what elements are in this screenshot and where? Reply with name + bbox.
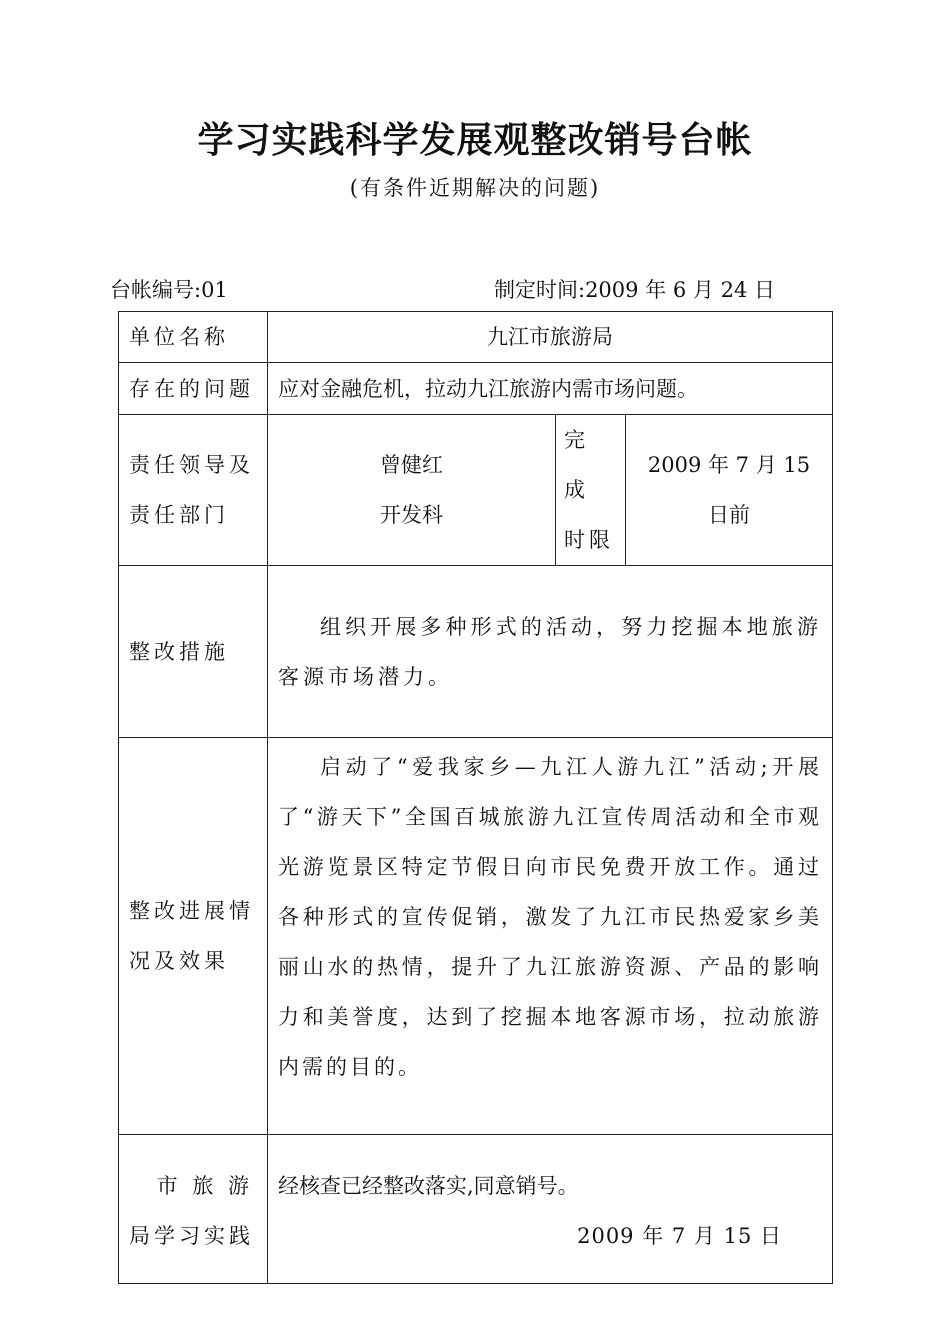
deadline-value (626, 415, 833, 566)
problem-value: 应对金融危机，拉动九江旅游内需市场问题。 (268, 363, 833, 415)
leader-value (268, 415, 556, 566)
deadline-label-line-1: 完 成 (564, 428, 589, 502)
approval-label-line-1: 市 旅 游 (156, 1174, 253, 1198)
measures-value: 组织开展多种形式的活动，努力挖掘本地旅游客源市场潜力。 (268, 566, 833, 738)
measures-label: 整改措施 (119, 566, 268, 738)
created-date: 制定时间:2009 年 6 月 24 日 (494, 278, 775, 302)
approval-text: 经核查已经整改落实,同意销号。 (278, 1174, 579, 1198)
progress-label: 整改进展情况及效果 (119, 738, 268, 1135)
progress-value: 启动了“爱我家乡—九江人游九江”活动;开展了“游天下”全国百城旅游九江宣传周活动和全市观光游览景区特定节假日向市民免费开放工作。通过各种形式的宣传促销，激发了九江市民热爱家乡美丽山水的热情，提升了九江旅游资源、产品的影响力和美誉度，达到了挖掘本地客源市场，拉动旅游内需的目的。 (268, 738, 833, 1135)
row-approval (119, 1135, 833, 1284)
leader-label (119, 415, 268, 566)
page-title: 学习实践科学发展观整改销号台帐 (197, 120, 753, 161)
unit-value: 九江市旅游局 (268, 312, 833, 363)
approval-label (119, 1135, 268, 1284)
leader-name: 曾健红 (380, 453, 443, 477)
row-responsibility (119, 415, 833, 566)
department-name: 开发科 (380, 503, 443, 527)
approval-label-line-2: 局学习实践 (129, 1224, 254, 1248)
row-unit (119, 312, 833, 363)
deadline-label (556, 415, 626, 566)
deadline-value-line-2: 日前 (708, 503, 750, 527)
row-problem (119, 363, 833, 415)
approval-date: 2009 年 7 月 15 日 (577, 1224, 782, 1248)
row-measures (119, 566, 833, 738)
row-progress (119, 738, 833, 1135)
leader-label-line-2: 责任部门 (129, 503, 229, 527)
leader-label-line-1: 责任领导及 (129, 453, 254, 477)
ledger-number: 台帐编号:01 (110, 278, 228, 302)
deadline-value-line-1: 2009 年 7 月 15 (647, 453, 811, 477)
problem-label: 存在的问题 (119, 363, 268, 415)
deadline-label-line-2: 时限 (564, 528, 614, 552)
ledger-table (118, 311, 833, 1284)
unit-label: 单位名称 (119, 312, 268, 363)
approval-value (268, 1135, 833, 1284)
page-subtitle: (有条件近期解决的问题) (349, 176, 601, 200)
